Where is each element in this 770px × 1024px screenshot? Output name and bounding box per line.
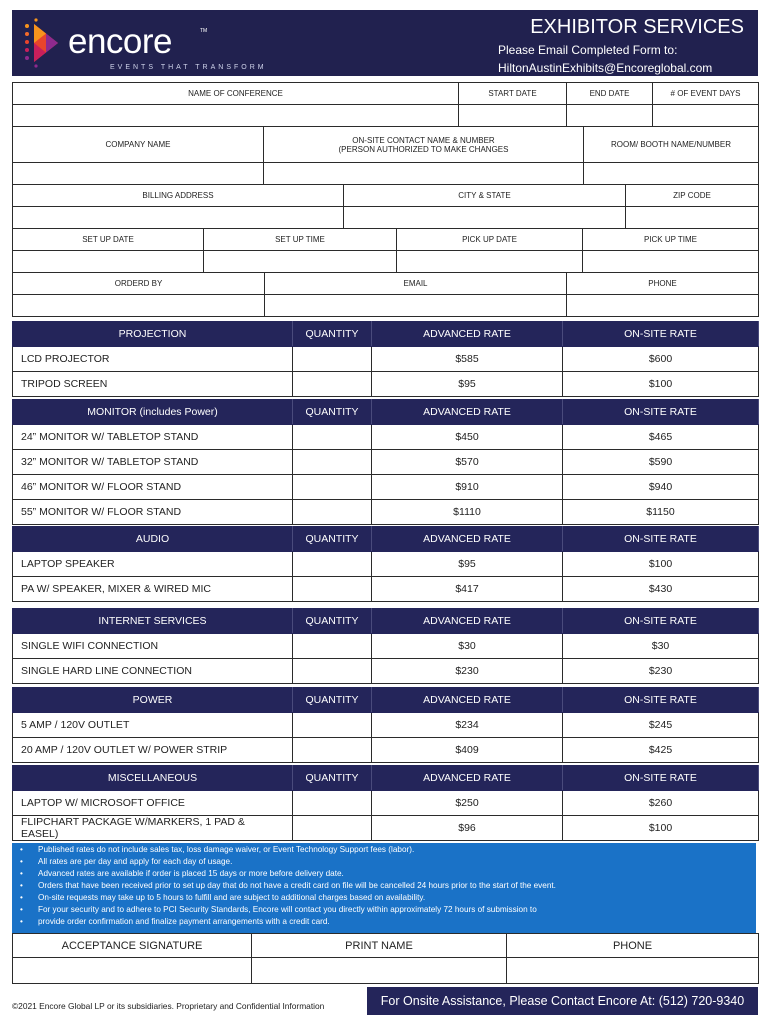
advanced-rate: $234 xyxy=(372,713,563,738)
header-banner xyxy=(12,10,758,76)
room-booth-field[interactable] xyxy=(584,163,759,185)
schedule-info-table xyxy=(12,228,759,273)
onsite-rate: $260 xyxy=(563,791,759,816)
onsite-contact-label xyxy=(264,127,584,163)
section-title: AUDIO xyxy=(13,527,293,552)
note-item: • Orders that have been received prior to set up day that do not have a credit card on file will be cancelled 24 hours prior to the start of the event. xyxy=(16,880,756,892)
advanced-rate: $95 xyxy=(372,552,563,577)
end-date-field[interactable] xyxy=(567,105,653,127)
note-item: • On-site requests may take up to 5 hours to fulfill and are subject to additional charges based on availability. xyxy=(16,892,756,904)
advanced-rate: $30 xyxy=(372,634,563,659)
advanced-rate: $450 xyxy=(372,425,563,450)
table-row xyxy=(13,500,759,525)
quantity-field[interactable] xyxy=(293,372,372,397)
table-row xyxy=(13,738,759,763)
onsite-rate: $230 xyxy=(563,659,759,684)
company-info-table xyxy=(12,126,759,185)
table-row xyxy=(13,577,759,602)
advanced-rate-header: ADVANCED RATE xyxy=(372,400,563,425)
item-name: TRIPOD SCREEN xyxy=(13,372,293,397)
note-item: • All rates are per day and apply for each day of usage. xyxy=(16,856,756,868)
advanced-rate-header: ADVANCED RATE xyxy=(372,688,563,713)
advanced-rate: $910 xyxy=(372,475,563,500)
quantity-header: QUANTITY xyxy=(293,609,372,634)
onsite-rate-header: ON-SITE RATE xyxy=(563,609,759,634)
trademark: TM xyxy=(200,28,208,34)
pickup-time-field[interactable] xyxy=(583,251,759,273)
item-name: 5 AMP / 120V OUTLET xyxy=(13,713,293,738)
section-title: POWER xyxy=(13,688,293,713)
start-date-field[interactable] xyxy=(459,105,567,127)
advanced-rate-header: ADVANCED RATE xyxy=(372,322,563,347)
table-row xyxy=(13,816,759,841)
item-name: LCD PROJECTOR xyxy=(13,347,293,372)
company-name-field[interactable] xyxy=(13,163,264,185)
item-name: 46” MONITOR W/ FLOOR STAND xyxy=(13,475,293,500)
table-row xyxy=(13,552,759,577)
onsite-rate: $30 xyxy=(563,634,759,659)
item-name: SINGLE WIFI CONNECTION xyxy=(13,634,293,659)
onsite-rate: $590 xyxy=(563,450,759,475)
onsite-contact-label-line2: (PERSON AUTHORIZED TO MAKE CHANGES xyxy=(338,144,509,154)
note-item: • Published rates do not include sales tax, loss damage waiver, or Event Technology Support fees (labor). xyxy=(16,844,756,856)
note-item: • For your security and to adhere to PCI Security Standards, Encore will contact you directly within approximately 72 hours of submission to xyxy=(16,904,756,916)
quantity-field[interactable] xyxy=(293,450,372,475)
onsite-rate: $465 xyxy=(563,425,759,450)
brand-tagline: EVENTS THAT TRANSFORM xyxy=(110,64,267,71)
onsite-rate-header: ON-SITE RATE xyxy=(563,527,759,552)
quantity-field[interactable] xyxy=(293,577,372,602)
advanced-rate: $1110 xyxy=(372,500,563,525)
audio-section xyxy=(12,526,759,602)
onsite-assistance-banner: For Onsite Assistance, Please Contact Encore At: (512) 720-9340 xyxy=(367,987,758,1015)
advanced-rate: $230 xyxy=(372,659,563,684)
onsite-rate: $100 xyxy=(563,552,759,577)
acceptance-signature-field[interactable] xyxy=(13,958,252,984)
email-field[interactable] xyxy=(265,295,567,317)
projection-section xyxy=(12,321,759,397)
setup-date-field[interactable] xyxy=(13,251,204,273)
quantity-header: QUANTITY xyxy=(293,322,372,347)
signature-table xyxy=(12,933,759,984)
company-name-label: COMPANY NAME xyxy=(13,127,264,163)
setup-time-field[interactable] xyxy=(204,251,397,273)
advanced-rate: $95 xyxy=(372,372,563,397)
power-section xyxy=(12,687,759,763)
item-name: 24” MONITOR W/ TABLETOP STAND xyxy=(13,425,293,450)
note-item: • Advanced rates are available if order is placed 15 days or more before delivery date. xyxy=(16,868,756,880)
item-name: 32” MONITOR W/ TABLETOP STAND xyxy=(13,450,293,475)
zip-code-label: ZIP CODE xyxy=(626,185,759,207)
end-date-label: END DATE xyxy=(567,83,653,105)
phone-label: PHONE xyxy=(567,273,759,295)
quantity-field[interactable] xyxy=(293,425,372,450)
item-name: LAPTOP W/ MICROSOFT OFFICE xyxy=(13,791,293,816)
onsite-contact-field[interactable] xyxy=(264,163,584,185)
terms-list xyxy=(16,844,756,928)
event-days-field[interactable] xyxy=(653,105,759,127)
section-title: INTERNET SERVICES xyxy=(13,609,293,634)
onsite-rate-header: ON-SITE RATE xyxy=(563,688,759,713)
print-name-label: PRINT NAME xyxy=(252,934,507,958)
zip-code-field[interactable] xyxy=(626,207,759,229)
miscellaneous-section xyxy=(12,765,759,841)
room-booth-label: ROOM/ BOOTH NAME/NUMBER xyxy=(584,127,759,163)
start-date-label: START DATE xyxy=(459,83,567,105)
phone-field[interactable] xyxy=(567,295,759,317)
quantity-field[interactable] xyxy=(293,475,372,500)
quantity-header: QUANTITY xyxy=(293,527,372,552)
quantity-field[interactable] xyxy=(293,713,372,738)
copyright-notice: ©2021 Encore Global LP or its subsidiaries. Proprietary and Confidential Information xyxy=(12,1001,325,1011)
section-title: PROJECTION xyxy=(13,322,293,347)
advanced-rate-header: ADVANCED RATE xyxy=(372,766,563,791)
onsite-contact-label-line1: ON-SITE CONTACT NAME & NUMBER xyxy=(352,135,495,145)
onsite-rate: $940 xyxy=(563,475,759,500)
acceptance-signature-label: ACCEPTANCE SIGNATURE xyxy=(13,934,252,958)
signature-phone-label: PHONE xyxy=(507,934,759,958)
signature-phone-field[interactable] xyxy=(507,958,759,984)
event-days-label: # OF EVENT DAYS xyxy=(653,83,759,105)
email-label: EMAIL xyxy=(265,273,567,295)
setup-date-label: SET UP DATE xyxy=(13,229,204,251)
terms-notes-box xyxy=(12,843,756,933)
note-item: • provide order confirmation and finalize payment arrangements with a credit card. xyxy=(16,916,756,928)
name-of-conference-field[interactable] xyxy=(13,105,459,127)
onsite-rate: $1150 xyxy=(563,500,759,525)
quantity-field[interactable] xyxy=(293,659,372,684)
ordered-by-label: ORDERD BY xyxy=(13,273,265,295)
name-of-conference-label: NAME OF CONFERENCE xyxy=(13,83,459,105)
item-name: 20 AMP / 120V OUTLET W/ POWER STRIP xyxy=(13,738,293,763)
advanced-rate: $417 xyxy=(372,577,563,602)
advanced-rate-header: ADVANCED RATE xyxy=(372,527,563,552)
advanced-rate: $585 xyxy=(372,347,563,372)
monitor-section xyxy=(12,399,759,525)
table-row xyxy=(13,791,759,816)
brand-name: encore xyxy=(68,22,173,61)
onsite-rate-header: ON-SITE RATE xyxy=(563,322,759,347)
table-row xyxy=(13,372,759,397)
onsite-rate-header: ON-SITE RATE xyxy=(563,766,759,791)
city-state-label: CITY & STATE xyxy=(344,185,626,207)
print-name-field[interactable] xyxy=(252,958,507,984)
quantity-field[interactable] xyxy=(293,791,372,816)
advanced-rate: $96 xyxy=(372,816,563,841)
quantity-field[interactable] xyxy=(293,738,372,763)
onsite-rate: $100 xyxy=(563,816,759,841)
encore-logo-icon xyxy=(22,18,64,68)
pickup-time-label: PICK UP TIME xyxy=(583,229,759,251)
quantity-header: QUANTITY xyxy=(293,400,372,425)
pickup-date-label: PICK UP DATE xyxy=(397,229,583,251)
billing-info-table xyxy=(12,184,759,229)
item-name: LAPTOP SPEAKER xyxy=(13,552,293,577)
onsite-rate-header: ON-SITE RATE xyxy=(563,400,759,425)
quantity-header: QUANTITY xyxy=(293,766,372,791)
item-name: FLIPCHART PACKAGE W/MARKERS, 1 PAD & EASEL) xyxy=(13,816,293,841)
quantity-field[interactable] xyxy=(293,634,372,659)
item-name: SINGLE HARD LINE CONNECTION xyxy=(13,659,293,684)
table-row xyxy=(13,450,759,475)
onsite-rate: $430 xyxy=(563,577,759,602)
internet-section xyxy=(12,608,759,684)
setup-time-label: SET UP TIME xyxy=(204,229,397,251)
table-row xyxy=(13,475,759,500)
onsite-rate: $245 xyxy=(563,713,759,738)
table-row xyxy=(13,659,759,684)
table-row xyxy=(13,347,759,372)
conference-info-table xyxy=(12,82,759,127)
contact-info-table xyxy=(12,272,759,317)
quantity-field[interactable] xyxy=(293,347,372,372)
onsite-rate: $425 xyxy=(563,738,759,763)
onsite-rate: $100 xyxy=(563,372,759,397)
table-row xyxy=(13,713,759,738)
item-name: PA W/ SPEAKER, MIXER & WIRED MIC xyxy=(13,577,293,602)
advanced-rate-header: ADVANCED RATE xyxy=(372,609,563,634)
advanced-rate: $409 xyxy=(372,738,563,763)
item-name: 55” MONITOR W/ FLOOR STAND xyxy=(13,500,293,525)
billing-address-label: BILLING ADDRESS xyxy=(13,185,344,207)
advanced-rate: $250 xyxy=(372,791,563,816)
city-state-field[interactable] xyxy=(344,207,626,229)
table-row xyxy=(13,425,759,450)
pickup-date-field[interactable] xyxy=(397,251,583,273)
billing-address-field[interactable] xyxy=(13,207,344,229)
submission-email[interactable]: HiltonAustinExhibits@Encoreglobal.com xyxy=(498,61,713,75)
section-title: MISCELLANEOUS xyxy=(13,766,293,791)
ordered-by-field[interactable] xyxy=(13,295,265,317)
onsite-rate: $600 xyxy=(563,347,759,372)
table-row xyxy=(13,634,759,659)
email-prompt: Please Email Completed Form to: xyxy=(498,43,678,57)
quantity-header: QUANTITY xyxy=(293,688,372,713)
form-title: EXHIBITOR SERVICES xyxy=(530,16,744,38)
section-title: MONITOR (includes Power) xyxy=(13,400,293,425)
advanced-rate: $570 xyxy=(372,450,563,475)
quantity-field[interactable] xyxy=(293,552,372,577)
quantity-field[interactable] xyxy=(293,500,372,525)
quantity-field[interactable] xyxy=(293,816,372,841)
